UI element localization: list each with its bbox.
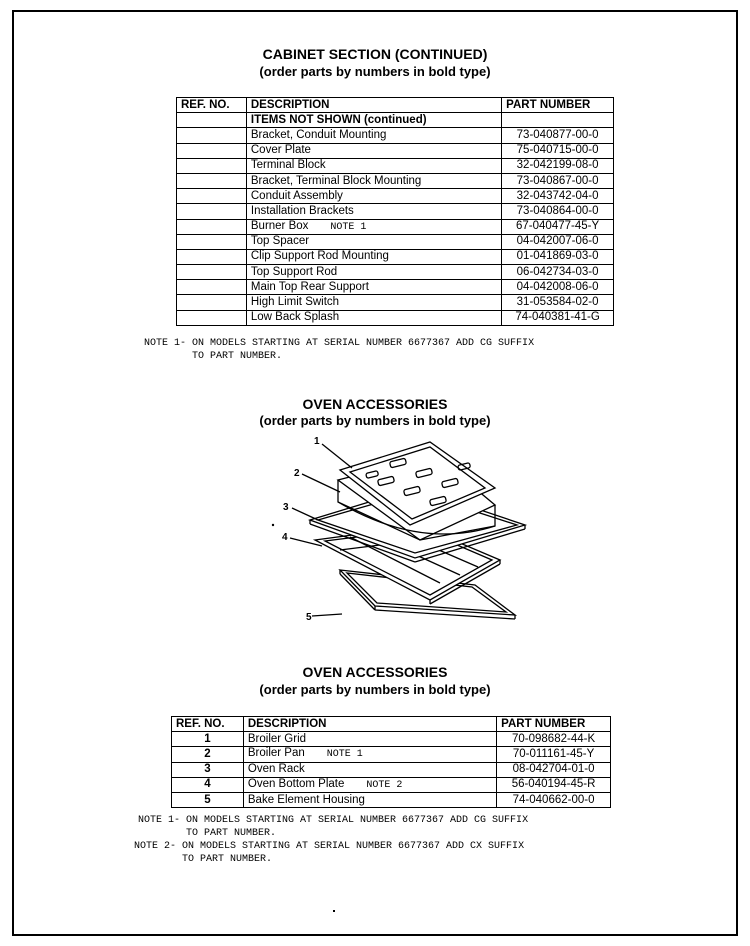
table-row <box>172 777 611 792</box>
description-text: Terminal Block <box>250 159 326 172</box>
description-cell <box>246 234 501 249</box>
cabinet-section-title: CABINET SECTION (CONTINUED) <box>262 46 488 62</box>
description-text: Bracket, Terminal Block Mounting <box>250 174 422 187</box>
description-cell <box>243 732 496 747</box>
ref-cell: 5 <box>172 792 244 807</box>
part-number-cell: 06-042734-03-0 <box>502 265 614 280</box>
callout-2: 2 <box>294 468 300 479</box>
description-cell <box>246 128 501 143</box>
table-header-row <box>177 98 614 113</box>
callout-1: 1 <box>314 436 320 447</box>
oven-accessories-exploded-diagram <box>270 430 540 650</box>
description-cell <box>246 265 501 280</box>
table-group-row <box>177 113 614 128</box>
table-row <box>177 295 614 310</box>
description-cell <box>246 249 501 264</box>
table-row <box>177 310 614 325</box>
note-reference: NOTE 2 <box>366 779 403 791</box>
part-number-cell: 67-040477-45-Y <box>502 219 614 234</box>
part-number-cell: 32-043742-04-0 <box>502 189 614 204</box>
part-number-cell: 74-040381-41-G <box>502 310 614 325</box>
table-row <box>177 265 614 280</box>
description-cell <box>246 143 501 158</box>
ref-cell <box>177 249 247 264</box>
description-text: Top Support Rod <box>250 265 338 278</box>
accessories-parts-table <box>171 716 611 808</box>
description-header: DESCRIPTION <box>243 717 496 732</box>
ref-cell: 3 <box>172 762 244 777</box>
description-text: Broiler Pan <box>247 747 305 760</box>
part-number-cell: 31-053584-02-0 <box>502 295 614 310</box>
description-cell <box>243 762 496 777</box>
description-header: DESCRIPTION <box>246 98 501 113</box>
part-number-cell: 56-040194-45-R <box>497 777 611 792</box>
accessories-diagram-subtitle: (order parts by numbers in bold type) <box>259 413 491 428</box>
callout-5: 5 <box>306 612 312 623</box>
cabinet-parts-table <box>176 97 614 326</box>
description-text: Bracket, Conduit Mounting <box>250 128 387 141</box>
table-row <box>177 189 614 204</box>
ref-cell <box>177 189 247 204</box>
note-reference: NOTE 1 <box>330 221 367 233</box>
ref-cell <box>177 158 247 173</box>
ref-cell <box>177 234 247 249</box>
ref-cell <box>177 113 247 128</box>
table-row <box>177 204 614 219</box>
ref-cell <box>177 310 247 325</box>
table-row <box>177 173 614 188</box>
part-number-cell: 04-042008-06-0 <box>502 280 614 295</box>
description-text: Installation Brackets <box>250 204 354 217</box>
description-cell <box>243 747 496 762</box>
table-row <box>172 732 611 747</box>
description-text: Oven Rack <box>247 763 305 776</box>
description-cell <box>246 219 501 234</box>
part-number-cell: 08-042704-01-0 <box>497 762 611 777</box>
ref-cell <box>177 280 247 295</box>
table-row <box>172 747 611 762</box>
ref-no-header: REF. NO. <box>172 717 244 732</box>
accessories-table-title: OVEN ACCESSORIES <box>302 664 448 680</box>
ref-cell: 4 <box>172 777 244 792</box>
table-row <box>177 234 614 249</box>
description-cell <box>246 204 501 219</box>
description-text: Oven Bottom Plate <box>247 777 345 790</box>
part-number-cell: 73-040867-00-0 <box>502 173 614 188</box>
part-number-cell: 74-040662-00-0 <box>497 792 611 807</box>
description-text: Main Top Rear Support <box>250 280 369 293</box>
ref-cell <box>177 295 247 310</box>
part-number-cell: 70-011161-45-Y <box>497 747 611 762</box>
part-number-header: PART NUMBER <box>497 717 611 732</box>
ref-cell <box>177 219 247 234</box>
table-header-row <box>172 717 611 732</box>
group-heading: ITEMS NOT SHOWN (continued) <box>246 113 501 128</box>
ref-cell <box>177 143 247 158</box>
table-row <box>177 158 614 173</box>
part-number-cell: 75-040715-00-0 <box>502 143 614 158</box>
cabinet-note-1: NOTE 1- ON MODELS STARTING AT SERIAL NUMBER 6677367 ADD CG SUFFIX TO PART NUMBER. <box>144 338 535 362</box>
scan-speck <box>333 910 335 912</box>
description-cell <box>246 310 501 325</box>
ref-cell: 2 <box>172 747 244 762</box>
part-number-cell: 04-042007-06-0 <box>502 234 614 249</box>
ref-cell <box>177 265 247 280</box>
table-row <box>172 792 611 807</box>
table-row <box>177 249 614 264</box>
description-text: Top Spacer <box>250 235 310 248</box>
table-row <box>172 762 611 777</box>
accessories-note-1: NOTE 1- ON MODELS STARTING AT SERIAL NUMBER 6677367 ADD CG SUFFIX TO PART NUMBER. <box>138 815 529 839</box>
callout-4: 4 <box>282 532 288 543</box>
description-cell <box>246 173 501 188</box>
table-row <box>177 219 614 234</box>
description-cell <box>246 189 501 204</box>
accessories-diagram-title: OVEN ACCESSORIES <box>302 396 448 412</box>
callout-3: 3 <box>283 502 289 513</box>
ref-cell: 1 <box>172 732 244 747</box>
accessories-note-2: NOTE 2- ON MODELS STARTING AT SERIAL NUMBER 6677367 ADD CX SUFFIX TO PART NUMBER. <box>134 841 525 865</box>
part-number-cell: 73-040864-00-0 <box>502 204 614 219</box>
ref-cell <box>177 173 247 188</box>
part-number-cell: 73-040877-00-0 <box>502 128 614 143</box>
description-cell <box>243 777 496 792</box>
part-number-cell: 01-041869-03-0 <box>502 249 614 264</box>
description-text: Clip Support Rod Mounting <box>250 250 389 263</box>
ref-no-header: REF. NO. <box>177 98 247 113</box>
description-text: Conduit Assembly <box>250 189 343 202</box>
note-reference: NOTE 1 <box>326 749 363 761</box>
cabinet-section-subtitle: (order parts by numbers in bold type) <box>259 64 491 79</box>
description-text: Bake Element Housing <box>247 793 365 806</box>
table-row <box>177 280 614 295</box>
description-text: High Limit Switch <box>250 296 340 309</box>
part-number-cell: 32-042199-08-0 <box>502 158 614 173</box>
part-number-header: PART NUMBER <box>502 98 614 113</box>
description-text: Broiler Grid <box>247 732 307 745</box>
description-text: Burner Box <box>250 219 309 232</box>
description-text: Low Back Splash <box>250 311 340 324</box>
part-number-cell: 70-098682-44-K <box>497 732 611 747</box>
description-text: Cover Plate <box>250 144 311 157</box>
table-row <box>177 143 614 158</box>
description-cell <box>246 158 501 173</box>
description-cell <box>246 280 501 295</box>
accessories-table-subtitle: (order parts by numbers in bold type) <box>259 682 491 697</box>
description-cell <box>246 295 501 310</box>
description-cell <box>243 792 496 807</box>
ref-cell <box>177 204 247 219</box>
ref-cell <box>177 128 247 143</box>
part-number-cell <box>502 113 614 128</box>
table-row <box>177 128 614 143</box>
